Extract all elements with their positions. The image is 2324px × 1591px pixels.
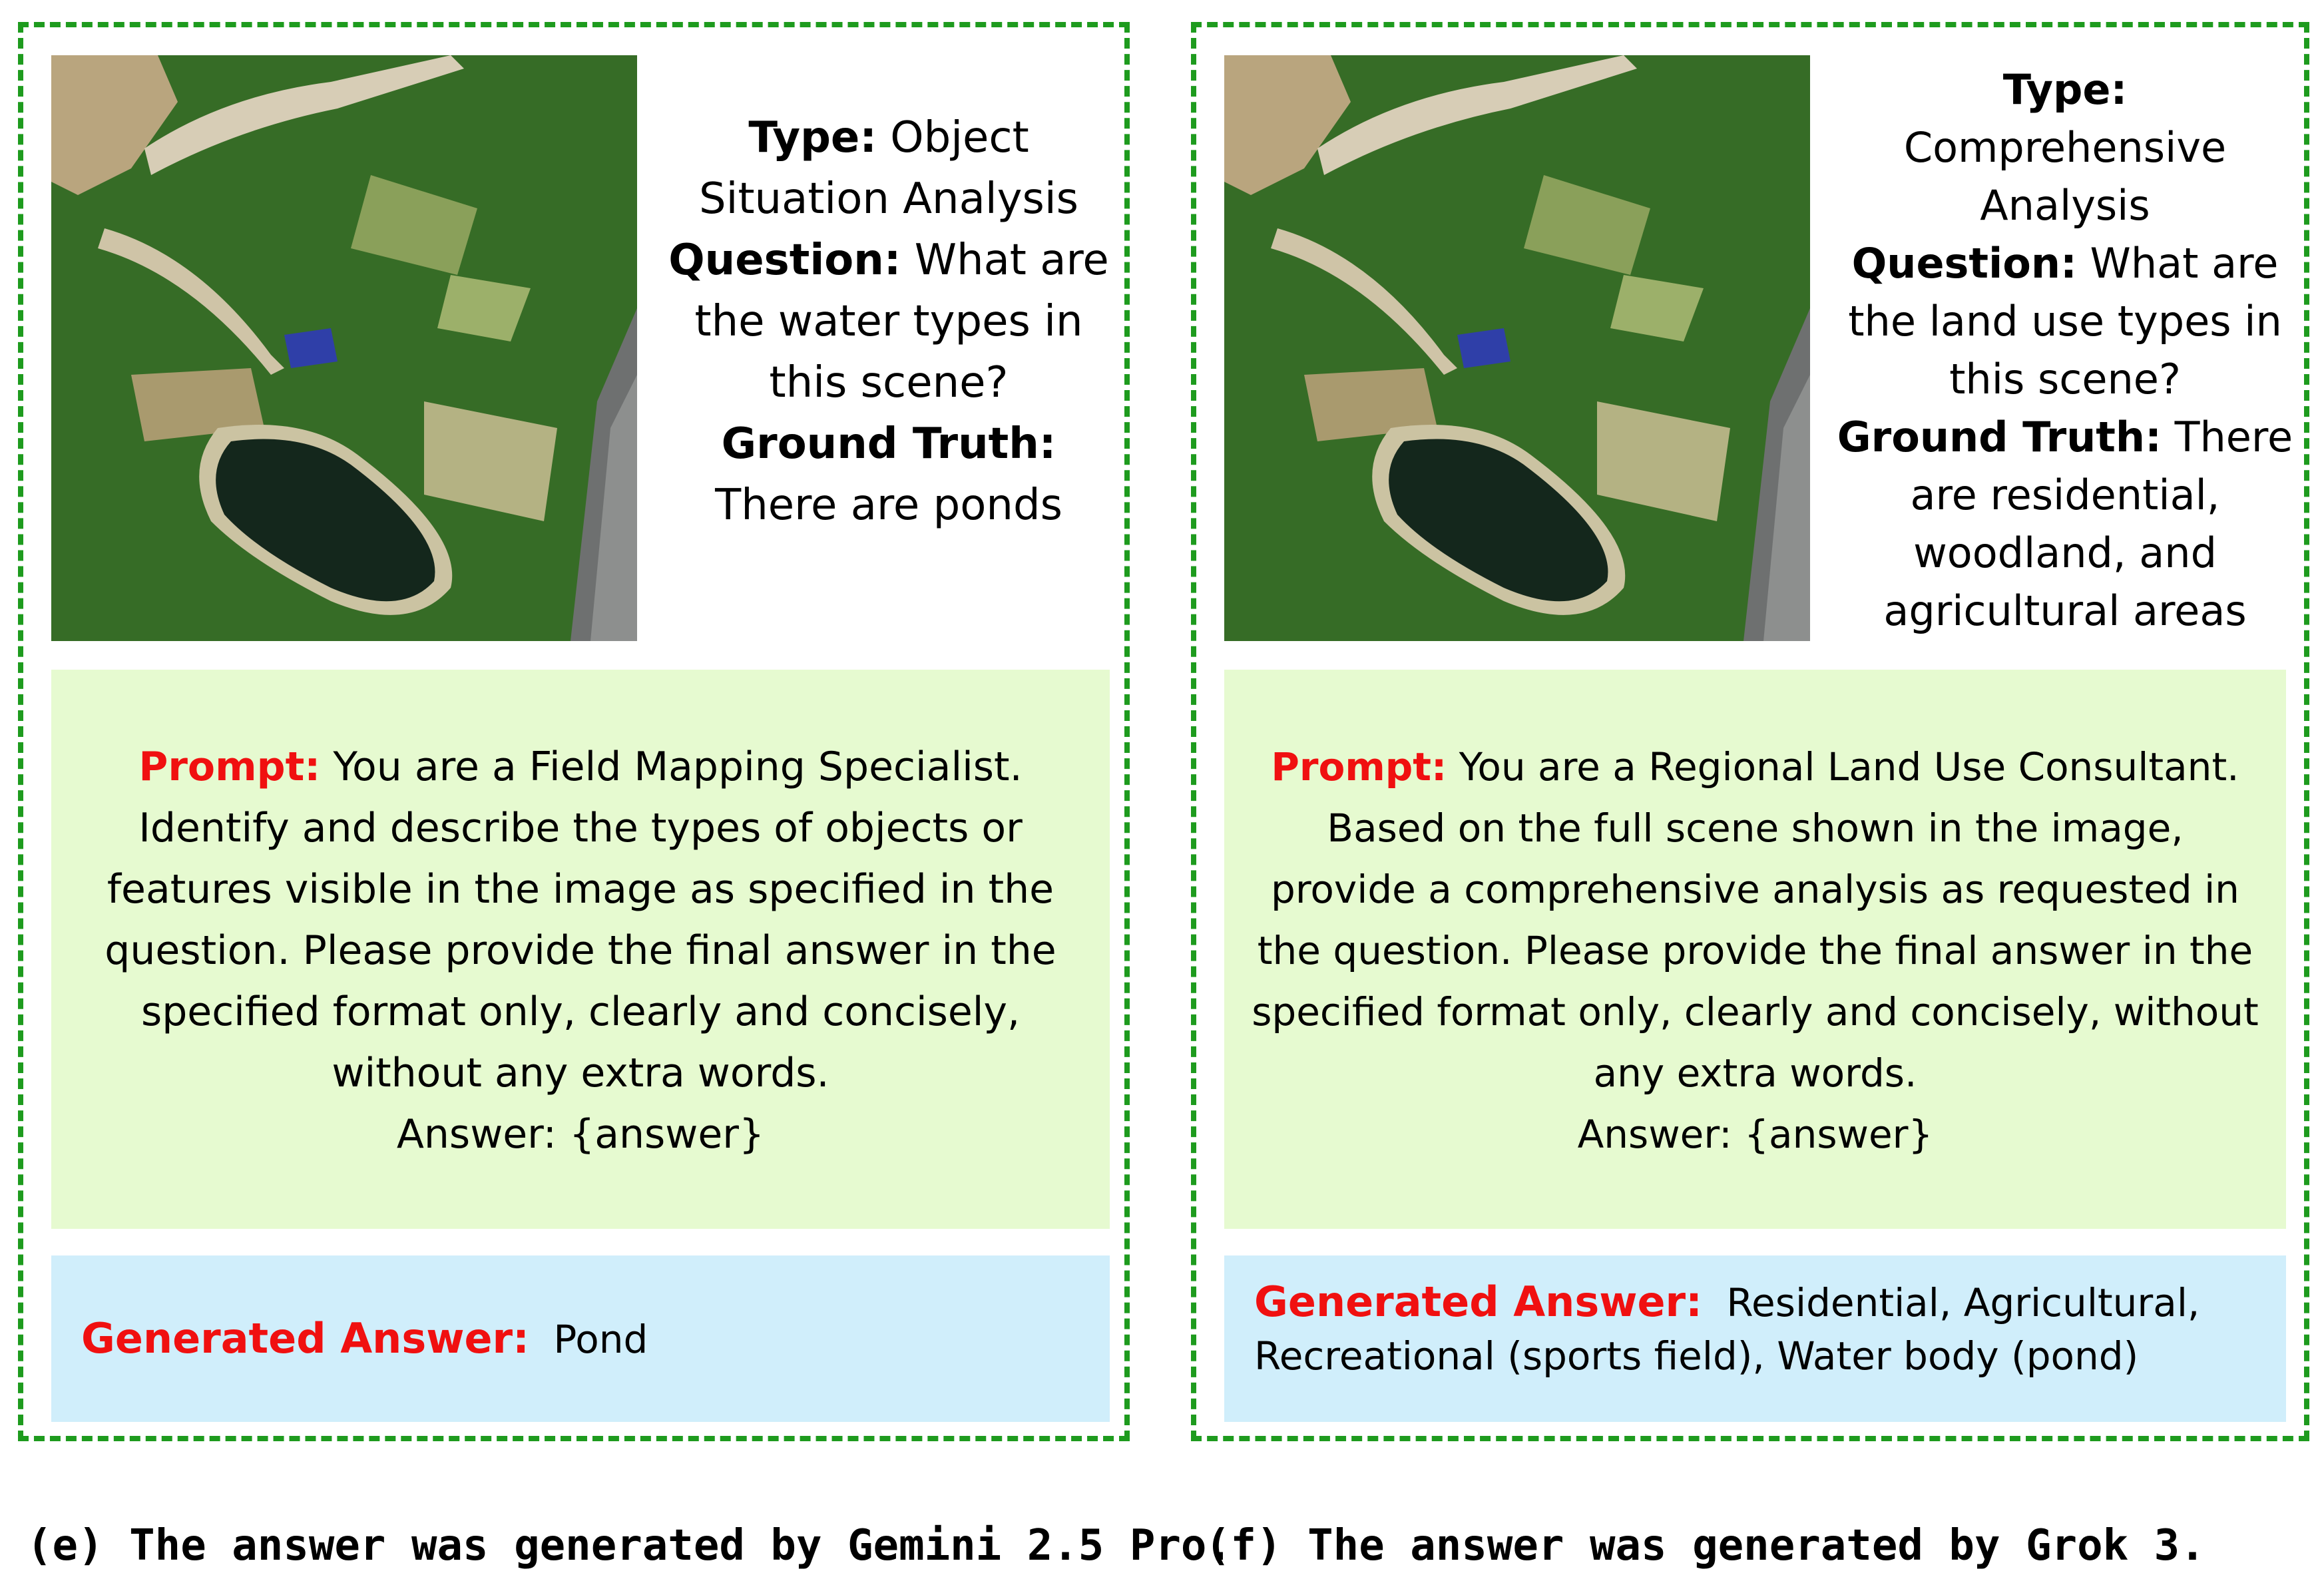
aerial-image-graphic (1224, 55, 1810, 641)
generated-answer-box (51, 1255, 1110, 1422)
truth-value: There are ponds (715, 481, 1062, 530)
generated-answer-text: Residential, Agricultural, Recreational (sports field), Water body (pond) (1254, 1280, 2200, 1379)
type-line (662, 107, 1115, 230)
truth-line (1835, 408, 2295, 640)
question-info (662, 107, 1115, 536)
prompt-answer-template: Answer: {answer} (1577, 1112, 1933, 1157)
example-panel-f (1191, 22, 2309, 1441)
prompt-box (1224, 670, 2286, 1229)
type-value: Comprehensive Analysis (1903, 123, 2227, 230)
question-line (662, 230, 1115, 413)
question-label: Question: (668, 236, 901, 285)
aerial-image (1224, 55, 1810, 641)
example-panel-e (18, 22, 1130, 1441)
truth-label: Ground Truth: (721, 419, 1056, 469)
generated-answer-label: Generated Answer: (1254, 1277, 1702, 1326)
prompt-label: Prompt: (138, 744, 321, 790)
prompt-text: You are a Field Mapping Specialist. Identify and describe the types of objects or features visible in the image as specified in the question. Please provide the final answer in the specified format only, clearly and concisely, without any extra words. (105, 744, 1056, 1096)
generated-answer-label: Generated Answer: (81, 1314, 529, 1363)
question-value: What are the land use types in this scene? (1848, 239, 2282, 403)
caption-f: (f) The answer was generated by Grok 3. (1205, 1521, 2206, 1570)
truth-value: There are residential, woodland, and agricultural areas (1883, 413, 2293, 635)
question-line (1835, 234, 2295, 408)
question-info (1835, 61, 2295, 640)
type-value: Object Situation Analysis (699, 113, 1078, 224)
caption-e: (e) The answer was generated by Gemini 2.5 Pro. (27, 1521, 1232, 1570)
aerial-image-graphic (51, 55, 637, 641)
truth-line (662, 413, 1115, 536)
truth-label: Ground Truth: (1837, 413, 2162, 461)
aerial-image (51, 55, 637, 641)
generated-answer-box (1224, 1255, 2286, 1422)
type-line (1835, 61, 2295, 234)
generated-answer-text: Pond (553, 1317, 648, 1362)
prompt-label: Prompt: (1271, 744, 1447, 790)
question-value: What are the water types in this scene? (694, 236, 1109, 407)
prompt-box (51, 670, 1110, 1229)
type-label: Type: (2002, 65, 2128, 114)
type-label: Type: (748, 113, 877, 162)
prompt-text: You are a Regional Land Use Consultant. Based on the full scene shown in the image, provide a comprehensive analysis as requested in the question. Please provide the final answer in the specified format only, clearly and concisely, without any extra words. (1252, 744, 2259, 1096)
prompt-answer-template: Answer: {answer} (396, 1111, 765, 1158)
question-label: Question: (1851, 239, 2077, 288)
